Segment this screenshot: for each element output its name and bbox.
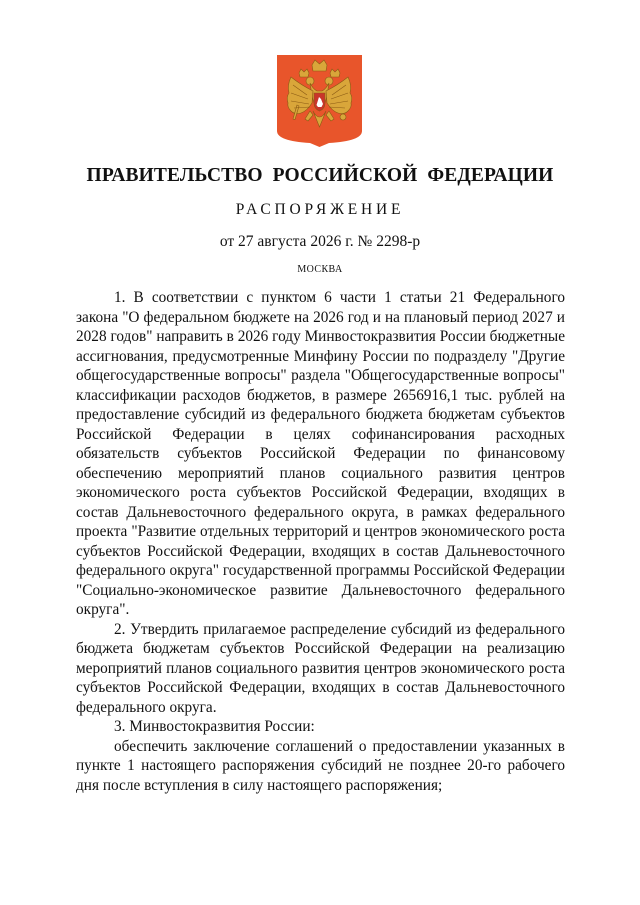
document-type: РАСПОРЯЖЕНИЕ bbox=[235, 201, 405, 218]
russian-coat-of-arms-icon bbox=[277, 55, 362, 147]
document-date-number: от 27 августа 2026 г. № 2298-р bbox=[219, 233, 421, 250]
paragraph-4: обеспечить заключение соглашений о предоставлении указанных в пункте 1 настоящего распоряжения субсидий не позднее 20-го рабочего дня после вступления в силу настоящего распоряжения; bbox=[76, 737, 565, 794]
government-title: ПРАВИТЕЛЬСТВО РОССИЙСКОЙ ФЕДЕРАЦИИ bbox=[86, 165, 554, 186]
document-city: МОСКВА bbox=[297, 264, 343, 275]
paragraph-1: 1. В соответствии с пунктом 6 части 1 статьи 21 Федерального закона "О федеральном бюджете на 2026 год и на плановый период 2027 и 2028 годов" направить в 2026 году Минвостокразвития России бюджетные ассигнования, предусмотренные Минфину России по подразделу "Другие общегосударственные вопросы" раздела "Общегосударственные вопросы" классификации расходов бюджетов, в размере 2656916,1 тыс. рублей на предоставление субсидий из федерального бюджета бюджетам субъектов Российской Федерации в целях софинансирования расходных обязательств субъектов Российской Федерации по финансовому обеспечению мероприятий планов социального развития центров экономического роста субъектов Российской Федерации, входящих в состав Дальневосточного федерального округа, в рамках федерального проекта "Развитие отдельных территорий и центров экономического роста субъектов Российской Федерации, входящих в состав Дальневосточного федерального округа" государственной программы Российской Федерации "Социально-экономическое развитие Дальневосточного федерального округа". bbox=[76, 289, 565, 618]
paragraph-3: 3. Минвостокразвития России: bbox=[114, 718, 315, 735]
paragraph-2: 2. Утвердить прилагаемое распределение субсидий из федерального бюджета бюджетам субъектов Российской Федерации на реализацию мероприятий планов социального развития центров экономического роста субъектов Российской Федерации, входящих в состав Дальневосточного федерального округа. bbox=[76, 620, 565, 716]
document-body bbox=[76, 288, 565, 795]
